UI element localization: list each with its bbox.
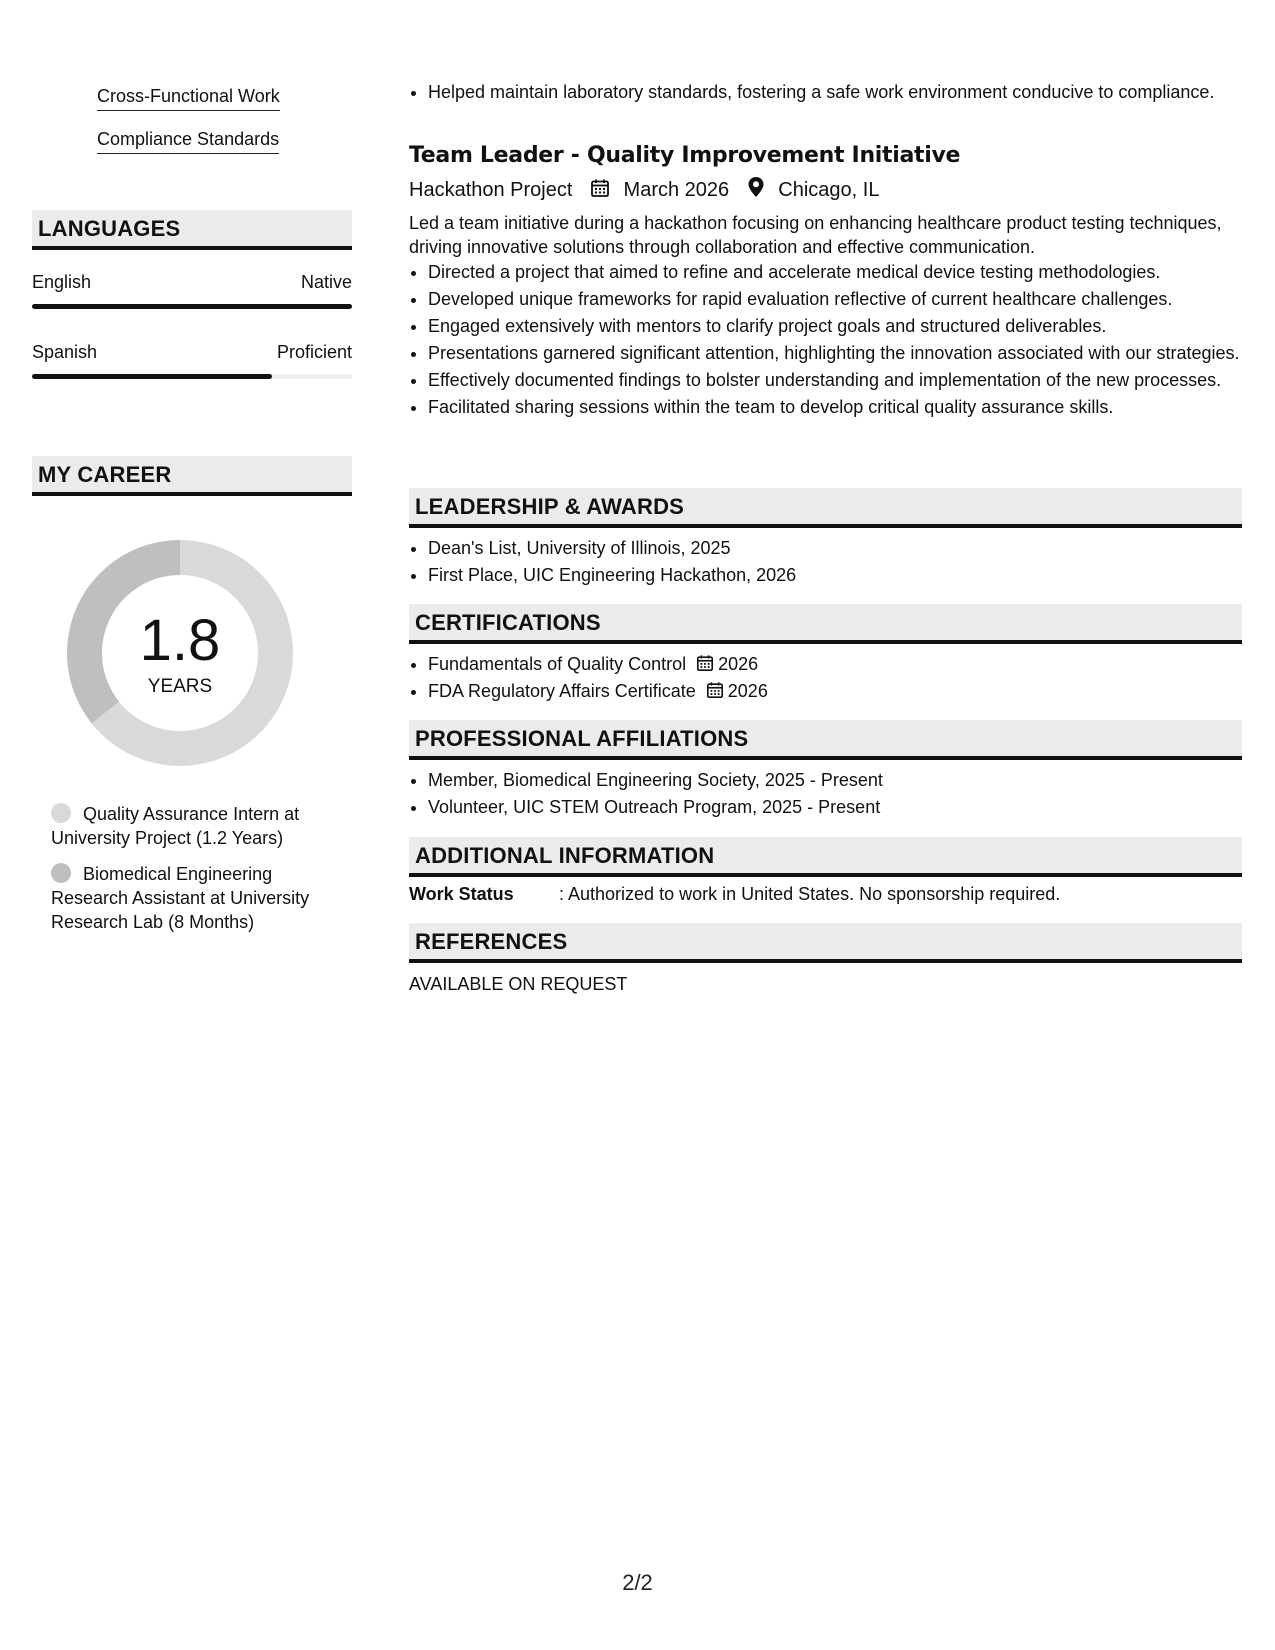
certification-name: Fundamentals of Quality Control [428, 654, 687, 674]
page-indicator: 2/2 [622, 1570, 653, 1595]
skill-item: Cross-Functional Work [97, 86, 280, 111]
career-legend-item [51, 862, 336, 934]
language-bar-fill [32, 374, 272, 379]
bullet-item: • Engaged extensively with mentors to clarify project goals and structured deliverables. [428, 314, 1242, 338]
career-heading: MY CAREER [32, 456, 352, 496]
job-location: Chicago, IL [778, 179, 880, 201]
language-bar [32, 304, 352, 309]
bullet-item: • Helped maintain laboratory standards, fostering a safe work environment conducive to compliance. [428, 80, 1242, 104]
language-level: Proficient [276, 342, 352, 362]
legend-label: Quality Assurance Intern at University Project (1.2 Years) [51, 804, 300, 848]
certification-name: FDA Regulatory Affairs Certificate [428, 681, 696, 701]
affiliations-heading: PROFESSIONAL AFFILIATIONS [409, 720, 1242, 760]
language-level: Native [300, 272, 352, 292]
additional-info-row [409, 884, 1060, 905]
work-status-value: : Authorized to work in United States. No sponsorship required. [559, 884, 1061, 904]
language-bar [32, 374, 352, 379]
award-item: • First Place, UIC Engineering Hackathon, 2026 [428, 563, 1242, 587]
affiliation-item: • Member, Biomedical Engineering Society, 2025 - Present [428, 768, 1242, 792]
career-legend-item [51, 802, 336, 850]
award-item: • Dean's List, University of Illinois, 2025 [428, 536, 1242, 560]
references-text: AVAILABLE ON REQUEST [409, 974, 628, 994]
job-summary: Led a team initiative during a hackathon focusing on enhancing healthcare product testing techniques, driving innovative solutions through collaboration and effective communication. [409, 213, 1222, 257]
certification-item [428, 652, 1242, 676]
awards-list [409, 536, 1242, 590]
references-heading: REFERENCES [409, 923, 1242, 963]
certifications-list [409, 652, 1242, 706]
legend-dot [51, 803, 71, 823]
affiliations-list [409, 768, 1242, 822]
bullet-item: • Presentations garnered significant attention, highlighting the innovation associated with our strategies. [428, 341, 1242, 365]
career-total-unit: YEARS [147, 676, 213, 697]
affiliation-item: • Volunteer, UIC STEM Outreach Program, 2025 - Present [428, 795, 1242, 819]
work-status-label: Work Status [409, 884, 514, 904]
skill-item: Compliance Standards [97, 129, 279, 154]
job-meta [409, 176, 879, 202]
certification-item [428, 679, 1242, 703]
calendar-icon [696, 654, 714, 672]
certification-year: 2026 [727, 681, 768, 701]
bullet-item: • Developed unique frameworks for rapid evaluation reflective of current healthcare challenges. [428, 287, 1242, 311]
certification-year: 2026 [718, 654, 759, 674]
legend-dot [51, 863, 71, 883]
languages-heading: LANGUAGES [32, 210, 352, 250]
language-name: English [32, 272, 92, 292]
location-pin-icon [747, 176, 765, 198]
language-bar-fill [32, 304, 352, 309]
language-name: Spanish [32, 342, 98, 362]
legend-label: Biomedical Engineering Research Assistant at University Research Lab (8 Months) [51, 864, 310, 932]
bullet-item: • Directed a project that aimed to refine and accelerate medical device testing methodologies. [428, 260, 1242, 284]
certifications-heading: CERTIFICATIONS [409, 604, 1242, 644]
calendar-icon [590, 178, 610, 198]
job-title: Team Leader - Quality Improvement Initiative [409, 143, 961, 168]
bullet-item: • Effectively documented findings to bolster understanding and implementation of the new processes. [428, 368, 1242, 392]
awards-heading: LEADERSHIP & AWARDS [409, 488, 1242, 528]
previous-job-bullets [409, 80, 1242, 107]
bullet-item: • Facilitated sharing sessions within the team to develop critical quality assurance skills. [428, 395, 1242, 419]
career-total-value: 1.8 [139, 608, 221, 673]
job-org: Hackathon Project [409, 179, 573, 201]
job-date: March 2026 [623, 179, 730, 201]
job-bullets [409, 260, 1242, 422]
calendar-icon [706, 681, 724, 699]
additional-info-heading: ADDITIONAL INFORMATION [409, 837, 1242, 877]
